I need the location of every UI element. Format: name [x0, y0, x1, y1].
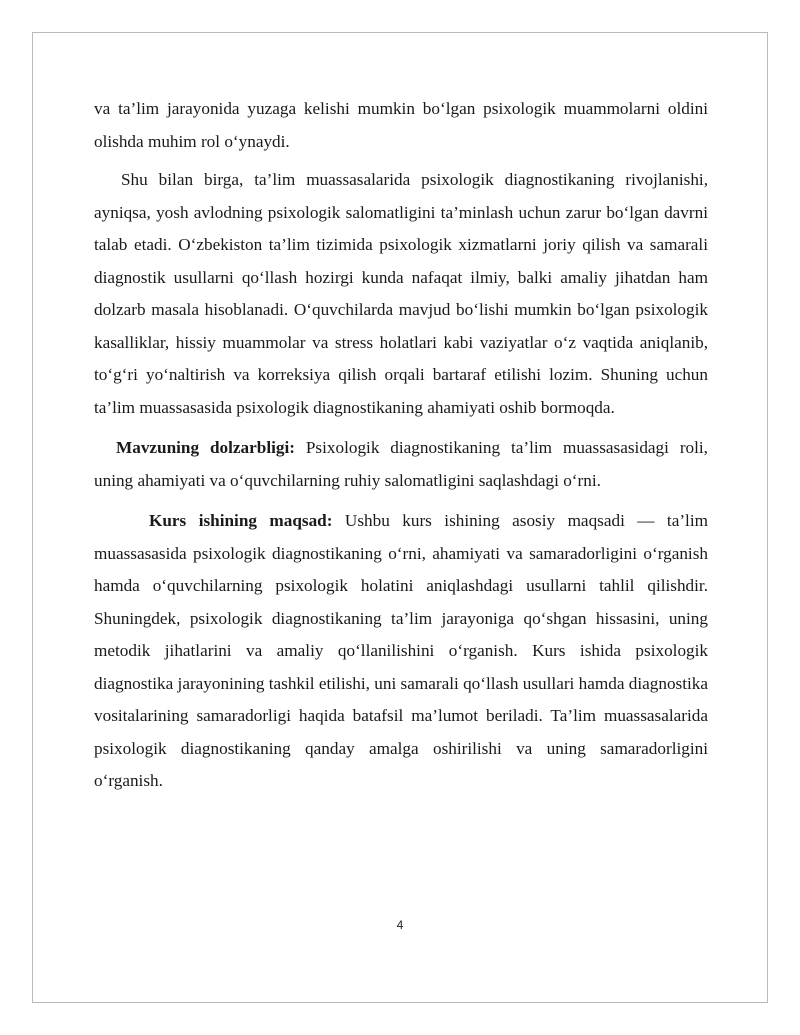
paragraph-topic-relevance — [94, 432, 708, 497]
paragraph-continuation — [94, 93, 708, 158]
page-number: 4 — [396, 918, 404, 932]
topic-relevance-heading: Mavzuning dolzarbligi: — [116, 438, 295, 457]
paragraph-text: Psixologik diagnostikaning ta’lim muassasasidagi roli, uning ahamiyati va o‘quvchilarning ruhiy salomatligini saqlashdagi o‘rni. — [94, 438, 708, 490]
course-goal-heading: Kurs ishining maqsad: — [149, 511, 333, 530]
document-body — [94, 93, 708, 798]
paragraph-text: va ta’lim jarayonida yuzaga kelishi mumkin bo‘lgan psixologik muammolarni oldini olishda muhim rol o‘ynaydi. — [94, 99, 708, 151]
paragraph-text: Ushbu kurs ishining asosiy maqsadi — ta’lim muassasasida psixologik diagnostikaning o‘rni, ahamiyati va samaradorligini o‘rganish hamda o‘quvchilarning psixologik holatini aniqlashdagi usullarni tahlil qilishdir. Shuningdek, psixologik diagnostikaning ta’lim jarayoniga qo‘shgan hissasini, uning metodik jihatlarini va amaliy qo‘llanilishini o‘rganish. Kurs ishida psixologik diagnostika jarayonining tashkil etilishi, uni samarali qo‘llash usullari hamda diagnostika vositalarining samaradorligi haqida batafsil ma’lumot beriladi. Ta’lim muassasalarida psixologik diagnostikaning qanday amalga oshirilishi va uning samaradorligini o‘rganish. — [94, 511, 708, 790]
paragraph-course-goal — [94, 505, 708, 798]
paragraph-text: Shu bilan birga, ta’lim muassasalarida psixologik diagnostikaning rivojlanishi, ayniqsa, yosh avlodning psixologik salomatligini ta’minlash uchun zarur bo‘lgan davrni talab etadi. O‘zbekiston ta’lim tizimida psixologik xizmatlarni joriy qilish va samarali diagnostik usullarni qo‘llash hozirgi kunda nafaqat ilmiy, balki amaliy jihatdan ham dolzarb masala hisoblanadi. O‘quvchilarda mavjud bo‘lishi mumkin bo‘lgan psixologik kasalliklar, hissiy muammolar va stress holatlari kabi vaziyatlar o‘z vaqtida aniqlanib, to‘g‘ri yo‘naltirish va korreksiya qilish orqali bartaraf etilishi lozim. Shuning uchun ta’lim muassasasida psixologik diagnostikaning ahamiyati oshib bormoqda. — [94, 170, 708, 417]
paragraph-introduction — [94, 164, 708, 424]
